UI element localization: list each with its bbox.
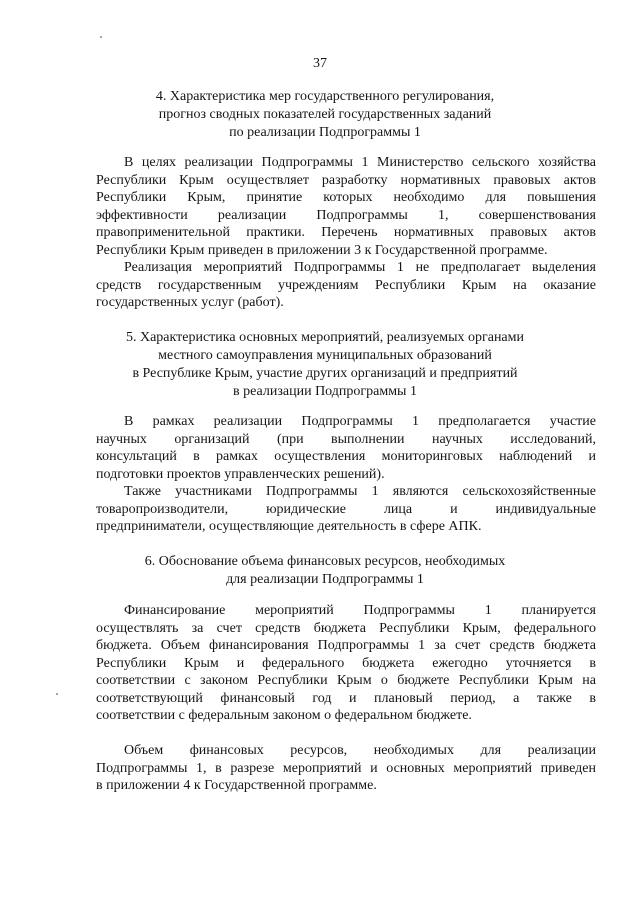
text-line: соответствии с федеральным законом о федеральном бюджете. xyxy=(96,708,472,723)
text-line: в приложении 4 к Государственной программе. xyxy=(96,778,377,793)
text-line: Республики Крым осуществляет разработку нормативных правовых актов xyxy=(96,172,596,188)
heading-line: в Республике Крым, участие других организаций и предприятий xyxy=(132,366,518,381)
section-4-paragraph-2 xyxy=(96,259,596,312)
section-4-heading xyxy=(110,88,540,142)
section-6-heading xyxy=(110,553,540,589)
section-6-paragraph-1 xyxy=(96,602,596,725)
text-line: средств государственным учреждениям Республики Крым на оказание xyxy=(96,277,596,293)
text-line: соответствии с законом Республики Крым о бюджете Республики Крым на xyxy=(96,673,596,688)
text-line: Финансирование мероприятий Подпрограммы 1 планируется xyxy=(124,603,596,618)
section-5-paragraph-1 xyxy=(96,413,596,483)
text-line: эффективности реализации Подпрограммы 1, совершенствования xyxy=(96,207,596,223)
section-5-heading xyxy=(110,329,540,401)
text-line: Республики Крым приведен в приложении 3 к Государственной программе. xyxy=(96,242,548,258)
text-line: правоприменительной практики. Перечень нормативных правовых актов xyxy=(96,225,596,240)
heading-line: прогноз сводных показателей государственных заданий xyxy=(158,107,492,122)
text-line: подготовки проектов управленческих решений). xyxy=(96,466,385,482)
text-line: осуществлять за счет средств бюджета Республики Крым, федерального xyxy=(96,620,596,636)
heading-line: 5. Характеристика основных мероприятий, реализуемых органами xyxy=(125,330,524,345)
text-line: В рамках реализации Подпрограммы 1 предполагается участие xyxy=(124,414,596,429)
text-line: Объем финансовых ресурсов, необходимых для реализации xyxy=(124,743,596,758)
section-4-paragraph-1 xyxy=(96,154,596,259)
heading-line: 6. Обоснование объема финансовых ресурсов, необходимых xyxy=(144,554,506,569)
text-line: товаропроизводители, юридические лица и индивидуальные xyxy=(96,501,596,517)
page-number: 37 xyxy=(313,56,327,71)
text-line: предприниматели, осуществляющие деятельность в сфере АПК. xyxy=(96,519,482,534)
heading-line: в реализации Подпрограммы 1 xyxy=(233,384,417,399)
heading-line: по реализации Подпрограммы 1 xyxy=(229,125,421,140)
text-line: научных организаций (при выполнении научных исследований, xyxy=(96,431,596,447)
text-line: Реализация мероприятий Подпрограммы 1 не предполагает выделения xyxy=(124,260,596,275)
text-line: бюджета. Объем финансирования Подпрограммы 1 за счет средств бюджета xyxy=(96,638,596,653)
text-line: В целях реализации Подпрограммы 1 Министерство сельского хозяйства xyxy=(124,155,596,170)
section-6-paragraph-2 xyxy=(96,742,596,795)
heading-line: для реализации Подпрограммы 1 xyxy=(226,572,424,587)
text-line: Республики Крым и федерального бюджета ежегодно уточняется в xyxy=(96,655,596,671)
text-line: Подпрограммы 1, в разрезе мероприятий и основных мероприятий приведен xyxy=(96,760,596,776)
text-line: государственных услуг (работ). xyxy=(96,295,284,310)
heading-line: 4. Характеристика мер государственного регулирования, xyxy=(155,89,495,104)
text-line: Также участниками Подпрограммы 1 являются сельскохозяйственные xyxy=(124,484,596,499)
text-line: Республики Крым, принятие которых необходимо для повышения xyxy=(96,190,596,205)
text-line: соответствующий финансовый год и плановый период, а также в xyxy=(96,690,596,706)
scan-speck xyxy=(100,36,102,38)
section-5-paragraph-2 xyxy=(96,483,596,536)
scan-speck xyxy=(56,693,58,695)
text-line: консультаций в рамках осуществления мониторинговых наблюдений и xyxy=(96,449,596,464)
heading-line: местного самоуправления муниципальных образований xyxy=(158,348,492,363)
